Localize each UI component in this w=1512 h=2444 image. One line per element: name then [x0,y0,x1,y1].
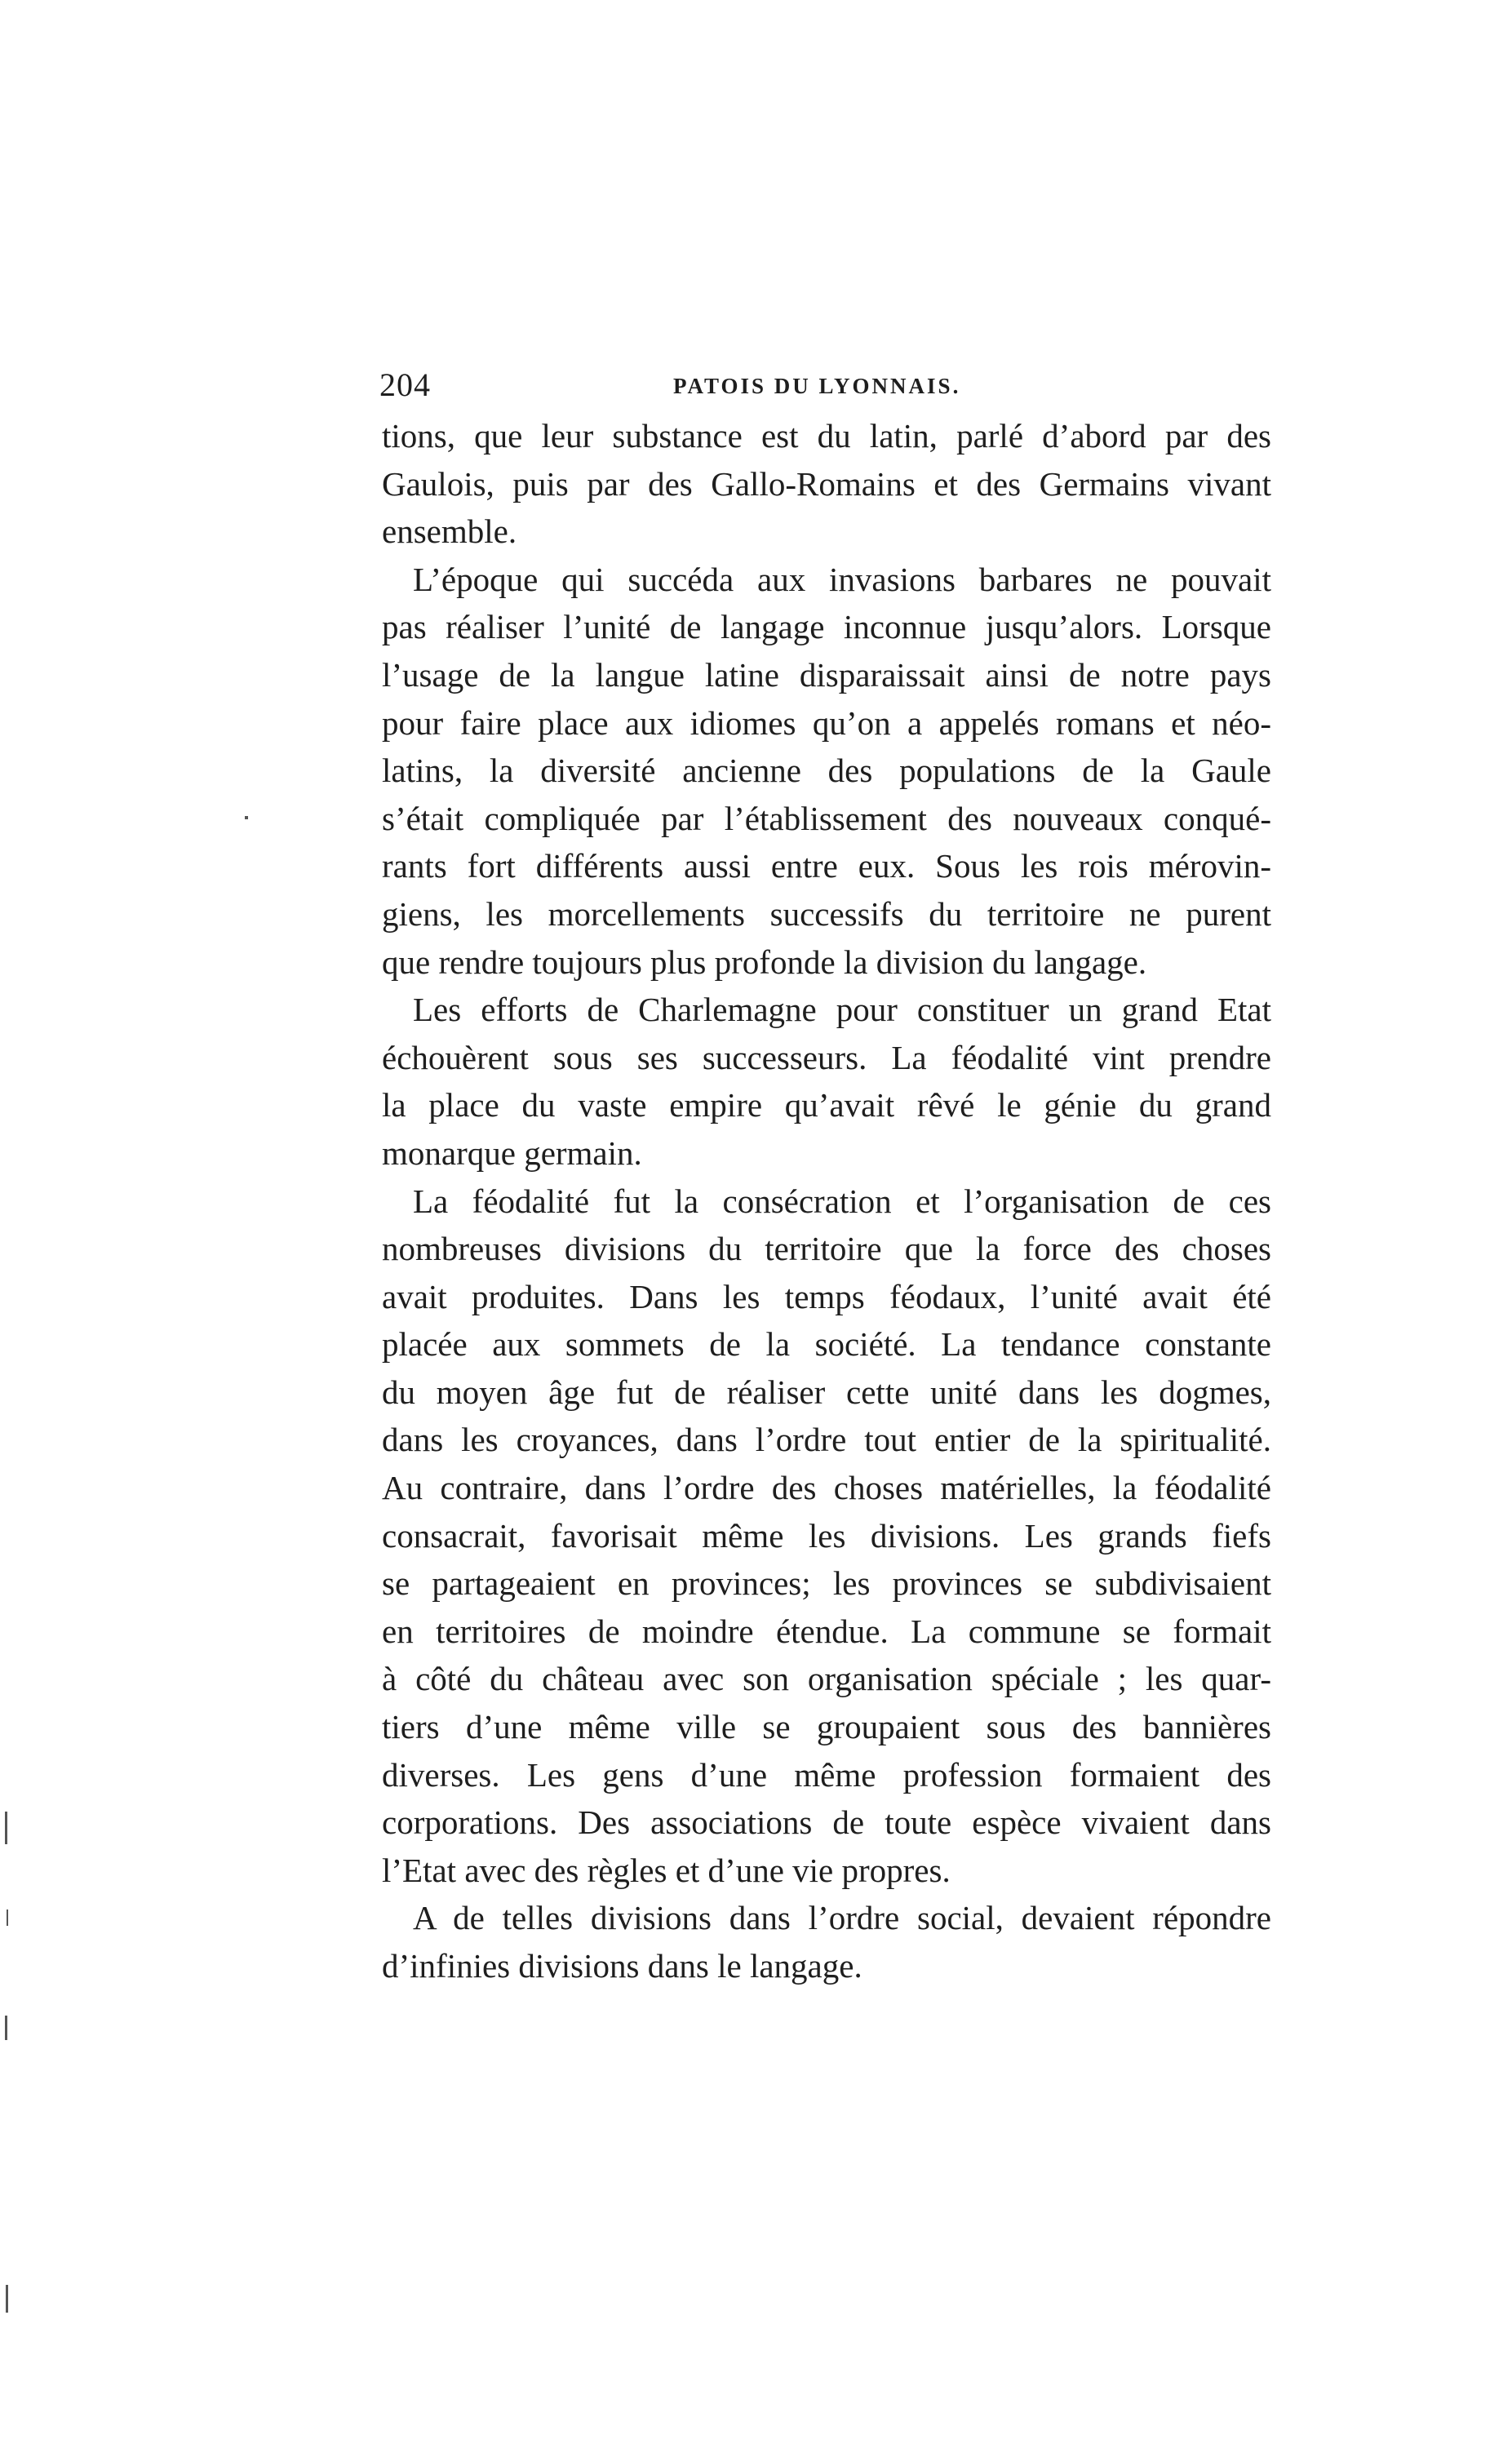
text-line: pour faire place aux idiomes qu’on a appelés romans et néo- [382,703,1271,742]
text-line: Les efforts de Charlemagne pour constituer un grand Etat [413,991,1271,1029]
text-line: l’usage de la langue latine disparaissait ainsi de notre pays [382,655,1271,694]
text-line: ensemble. [382,512,517,551]
text-line: tions, que leur substance est du latin, parlé d’abord par des [382,417,1271,455]
body-text [382,412,1271,1990]
text-line: monarque germain. [382,1133,642,1172]
text-line: La féodalité fut la consécration et l’organisation de ces [413,1182,1271,1220]
text-line: échouèrent sous ses successeurs. La féodalité vint prendre [382,1038,1271,1076]
text-line: nombreuses divisions du territoire que la force des choses [382,1230,1271,1268]
text-line: l’Etat avec des règles et d’une vie propres. [382,1851,951,1889]
scan-speck [245,816,248,819]
text-line: s’était compliquée par l’établissement des nouveaux conqué- [382,799,1271,837]
text-line: consacrait, favorisait même les divisions. Les grands fiefs [382,1516,1271,1555]
text-line: A de telles divisions dans l’ordre social, devaient répondre [413,1899,1271,1937]
scan-speck [5,1812,7,1844]
text-line: corporations. Des associations de toute espèce vivaient dans [382,1803,1271,1842]
scan-speck [7,1910,8,1926]
text-line: se partageaient en provinces; les provinces se subdivisaient [382,1564,1271,1603]
text-line: Au contraire, dans l’ordre des choses matérielles, la féodalité [382,1469,1271,1507]
text-line: placée aux sommets de la société. La tendance constante [382,1325,1271,1364]
page-number: 204 [379,366,431,403]
text-line: rants fort différents aussi entre eux. Sous les rois mérovin- [382,847,1271,885]
text-line: Gaulois, puis par des Gallo-Romains et des Germains vivant [382,464,1271,503]
text-line: pas réaliser l’unité de langage inconnue jusqu’alors. Lorsque [382,608,1271,646]
text-line: L’époque qui succéda aux invasions barbares ne pouvait [413,560,1271,598]
page-header [379,366,1269,415]
text-line: tiers d’une même ville se groupaient sous des bannières [382,1708,1271,1746]
scan-speck [6,2285,8,2313]
text-line: diverses. Les gens d’une même profession formaient des [382,1755,1271,1794]
running-title: PATOIS DU LYONNAIS. [673,374,961,398]
text-line: en territoires de moindre étendue. La commune se formait [382,1612,1271,1650]
text-line: du moyen âge fut de réaliser cette unité dans les dogmes, [382,1373,1271,1411]
text-line: giens, les morcellements successifs du territoire ne purent [382,894,1271,933]
text-line: avait produites. Dans les temps féodaux, l’unité avait été [382,1277,1271,1315]
scan-speck [5,2016,7,2040]
text-line: à côté du château avec son organisation spéciale ; les quar- [382,1660,1271,1698]
text-line: d’infinies divisions dans le langage. [382,1947,862,1985]
text-line: que rendre toujours plus profonde la division du langage. [382,943,1147,981]
text-line: la place du vaste empire qu’avait rêvé le génie du grand [382,1086,1271,1124]
text-line: dans les croyances, dans l’ordre tout entier de la spiritualité. [382,1421,1271,1459]
text-line: latins, la diversité ancienne des populations de la Gaule [382,752,1271,790]
